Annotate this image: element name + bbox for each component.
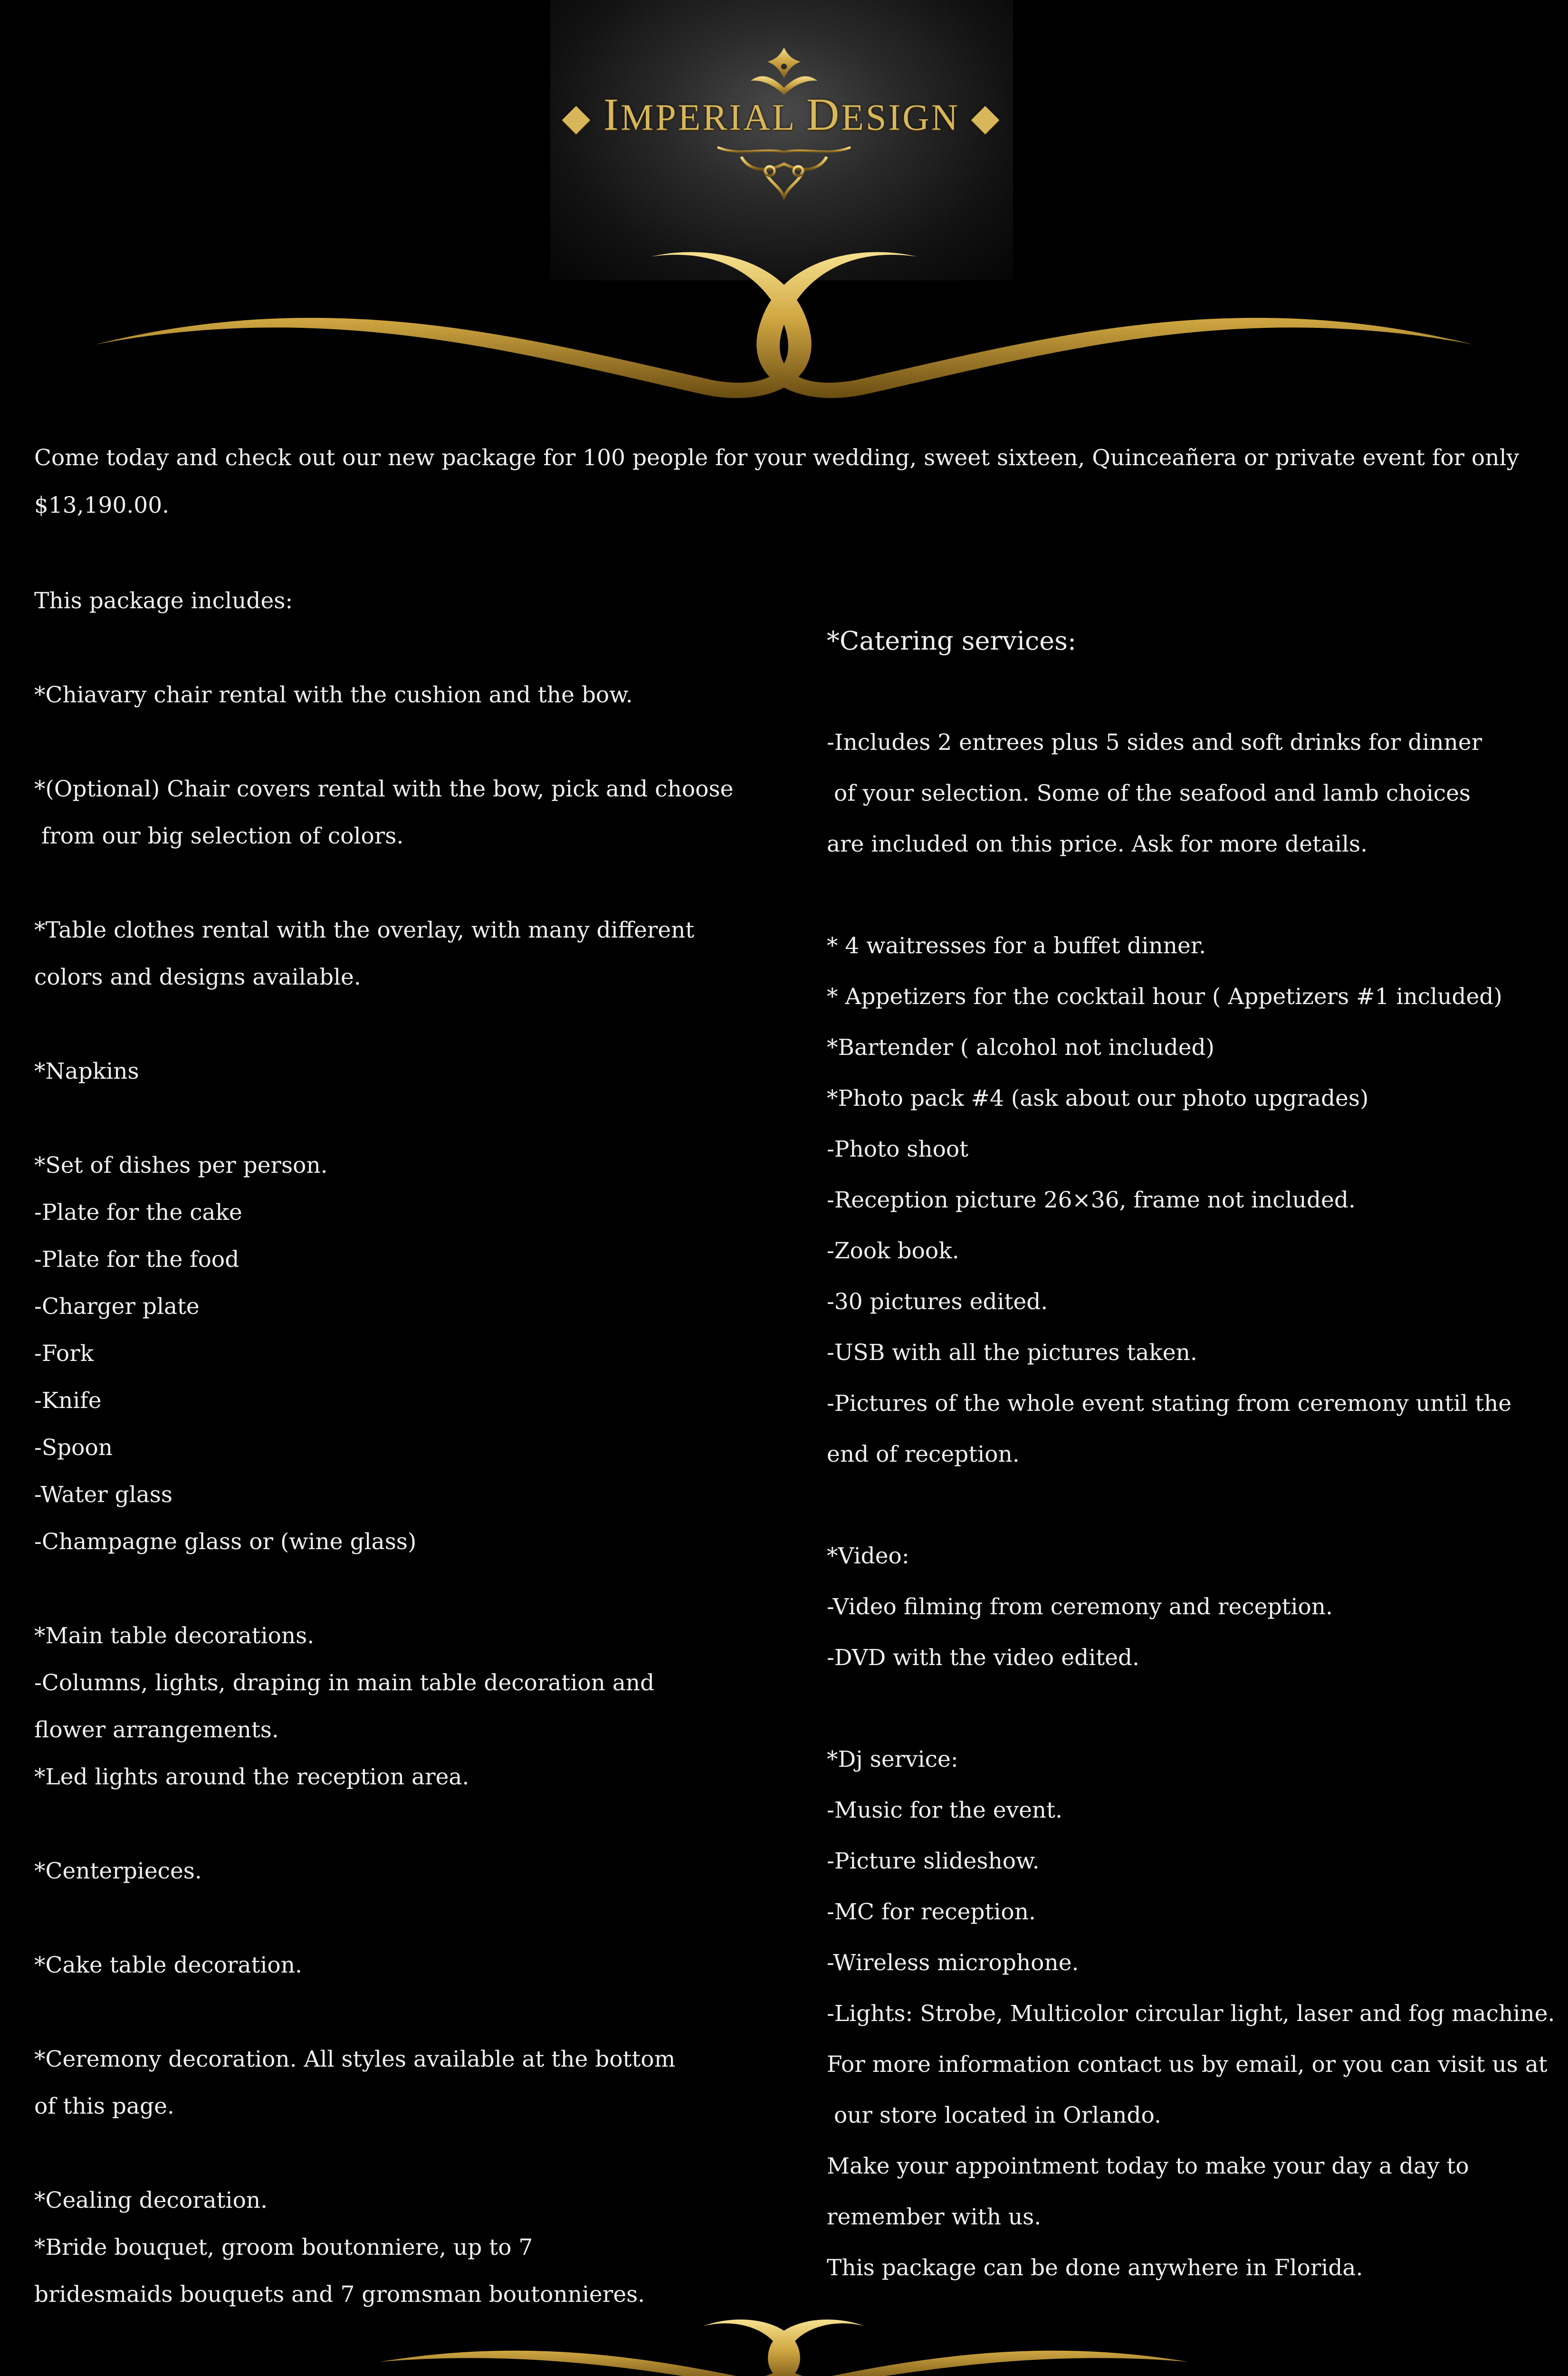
list-item: -Champagne glass or (wine glass) (34, 1529, 417, 1555)
list-item: -Wireless microphone. (827, 1950, 1079, 1976)
list-item: *Bartender ( alcohol not included) (827, 1035, 1214, 1061)
list-item: *Cake table decoration. (34, 1952, 302, 1978)
list-item: -Includes 2 entrees plus 5 sides and soft drinks for dinner (827, 729, 1482, 756)
list-item: -Spoon (34, 1435, 113, 1461)
list-heading: This package includes: (34, 588, 293, 614)
list-item: -Charger plate (34, 1293, 200, 1320)
list-item: bridesmaids bouquets and 7 gromsman boutonnieres. (34, 2281, 645, 2308)
contact-text: For more information contact us by email, or you can visit us at (827, 2051, 1548, 2078)
logo-initial-1: I (603, 89, 621, 140)
logo-separator-icon: ◆ (562, 96, 593, 138)
list-item: *Centerpieces. (34, 1858, 202, 1884)
list-item: -Fork (34, 1341, 94, 1367)
list-item: *Table clothes rental with the overlay, with many different (34, 917, 695, 943)
list-item: *Cealing decoration. (34, 2187, 268, 2213)
list-item: -DVD with the video edited. (827, 1645, 1139, 1671)
appointment-text: Make your appointment today to make your day a day to (827, 2153, 1469, 2179)
brand-logo[interactable] (550, 88, 1013, 141)
list-item: are included on this price. Ask for more details. (827, 831, 1368, 857)
list-item: of your selection. Some of the seafood and lamb choices (827, 780, 1471, 806)
availability-text: This package can be done anywhere in Florida. (827, 2255, 1363, 2281)
list-item: *Napkins (34, 1058, 139, 1084)
list-item: -Music for the event. (827, 1797, 1062, 1823)
list-item: -30 pictures edited. (827, 1289, 1048, 1315)
list-item: *Photo pack #4 (ask about our photo upgrades) (827, 1085, 1369, 1111)
logo-initial-2: D (806, 89, 841, 140)
list-item: flower arrangements. (34, 1717, 279, 1743)
list-item: *Chiavary chair rental with the cushion and the bow. (34, 682, 633, 708)
list-item: -Plate for the cake (34, 1199, 242, 1226)
list-item: *Led lights around the reception area. (34, 1764, 469, 1790)
list-item: -Pictures of the whole event stating from ceremony until the (827, 1390, 1512, 1417)
list-item: -Zook book. (827, 1238, 959, 1264)
list-item: *Main table decorations. (34, 1623, 315, 1649)
contact-text: our store located in Orlando. (827, 2102, 1161, 2128)
logo-separator-icon: ◆ (971, 96, 1002, 138)
list-item: -Lights: Strobe, Multicolor circular light, laser and fog machine. (827, 2001, 1555, 2027)
list-item: *Ceremony decoration. All styles available at the bottom (34, 2046, 676, 2072)
list-item: -MC for reception. (827, 1899, 1036, 1925)
dj-heading: *Dj service: (827, 1746, 958, 1772)
services-list (827, 615, 1555, 2293)
logo-word-1: MPERIAL (621, 96, 806, 138)
list-item: end of reception. (827, 1441, 1020, 1467)
header-flourish-icon (0, 228, 1568, 399)
list-item: -Video filming from ceremony and reception. (827, 1594, 1333, 1620)
list-item: of this page. (34, 2093, 174, 2119)
list-item: -USB with all the pictures taken. (827, 1340, 1197, 1366)
list-item: -Knife (34, 1388, 102, 1414)
logo-word-2: ESIGN (841, 96, 960, 138)
intro-paragraph: Come today and check out our new package for 100 people for your wedding, sweet sixteen, Quinceañera or private event for only $13,190.00. (34, 445, 1520, 518)
list-item: *Set of dishes per person. (34, 1152, 328, 1178)
list-item: -Picture slideshow. (827, 1848, 1040, 1874)
list-item: colors and designs available. (34, 964, 361, 990)
list-item: * 4 waitresses for a buffet dinner. (827, 933, 1206, 959)
catering-heading: *Catering services: (827, 626, 1077, 656)
list-item: -Plate for the food (34, 1246, 239, 1273)
appointment-text: remember with us. (827, 2204, 1042, 2230)
list-item: *Bride bouquet, groom boutonniere, up to 7 (34, 2234, 533, 2261)
scroll-ornament-icon (713, 138, 855, 200)
package-includes-list (34, 577, 794, 2318)
list-item: *(Optional) Chair covers rental with the bow, pick and choose (34, 776, 734, 802)
list-item: -Columns, lights, draping in main table decoration and (34, 1670, 655, 1696)
list-item: * Appetizers for the cocktail hour ( Appetizers #1 included) (827, 984, 1502, 1010)
list-item: -Photo shoot (827, 1136, 969, 1162)
list-item: -Reception picture 26×36, frame not included. (827, 1187, 1356, 1213)
list-item: -Water glass (34, 1482, 173, 1508)
footer-flourish-icon (0, 2309, 1568, 2376)
list-item: from our big selection of colors. (34, 823, 404, 849)
video-heading: *Video: (827, 1543, 909, 1569)
